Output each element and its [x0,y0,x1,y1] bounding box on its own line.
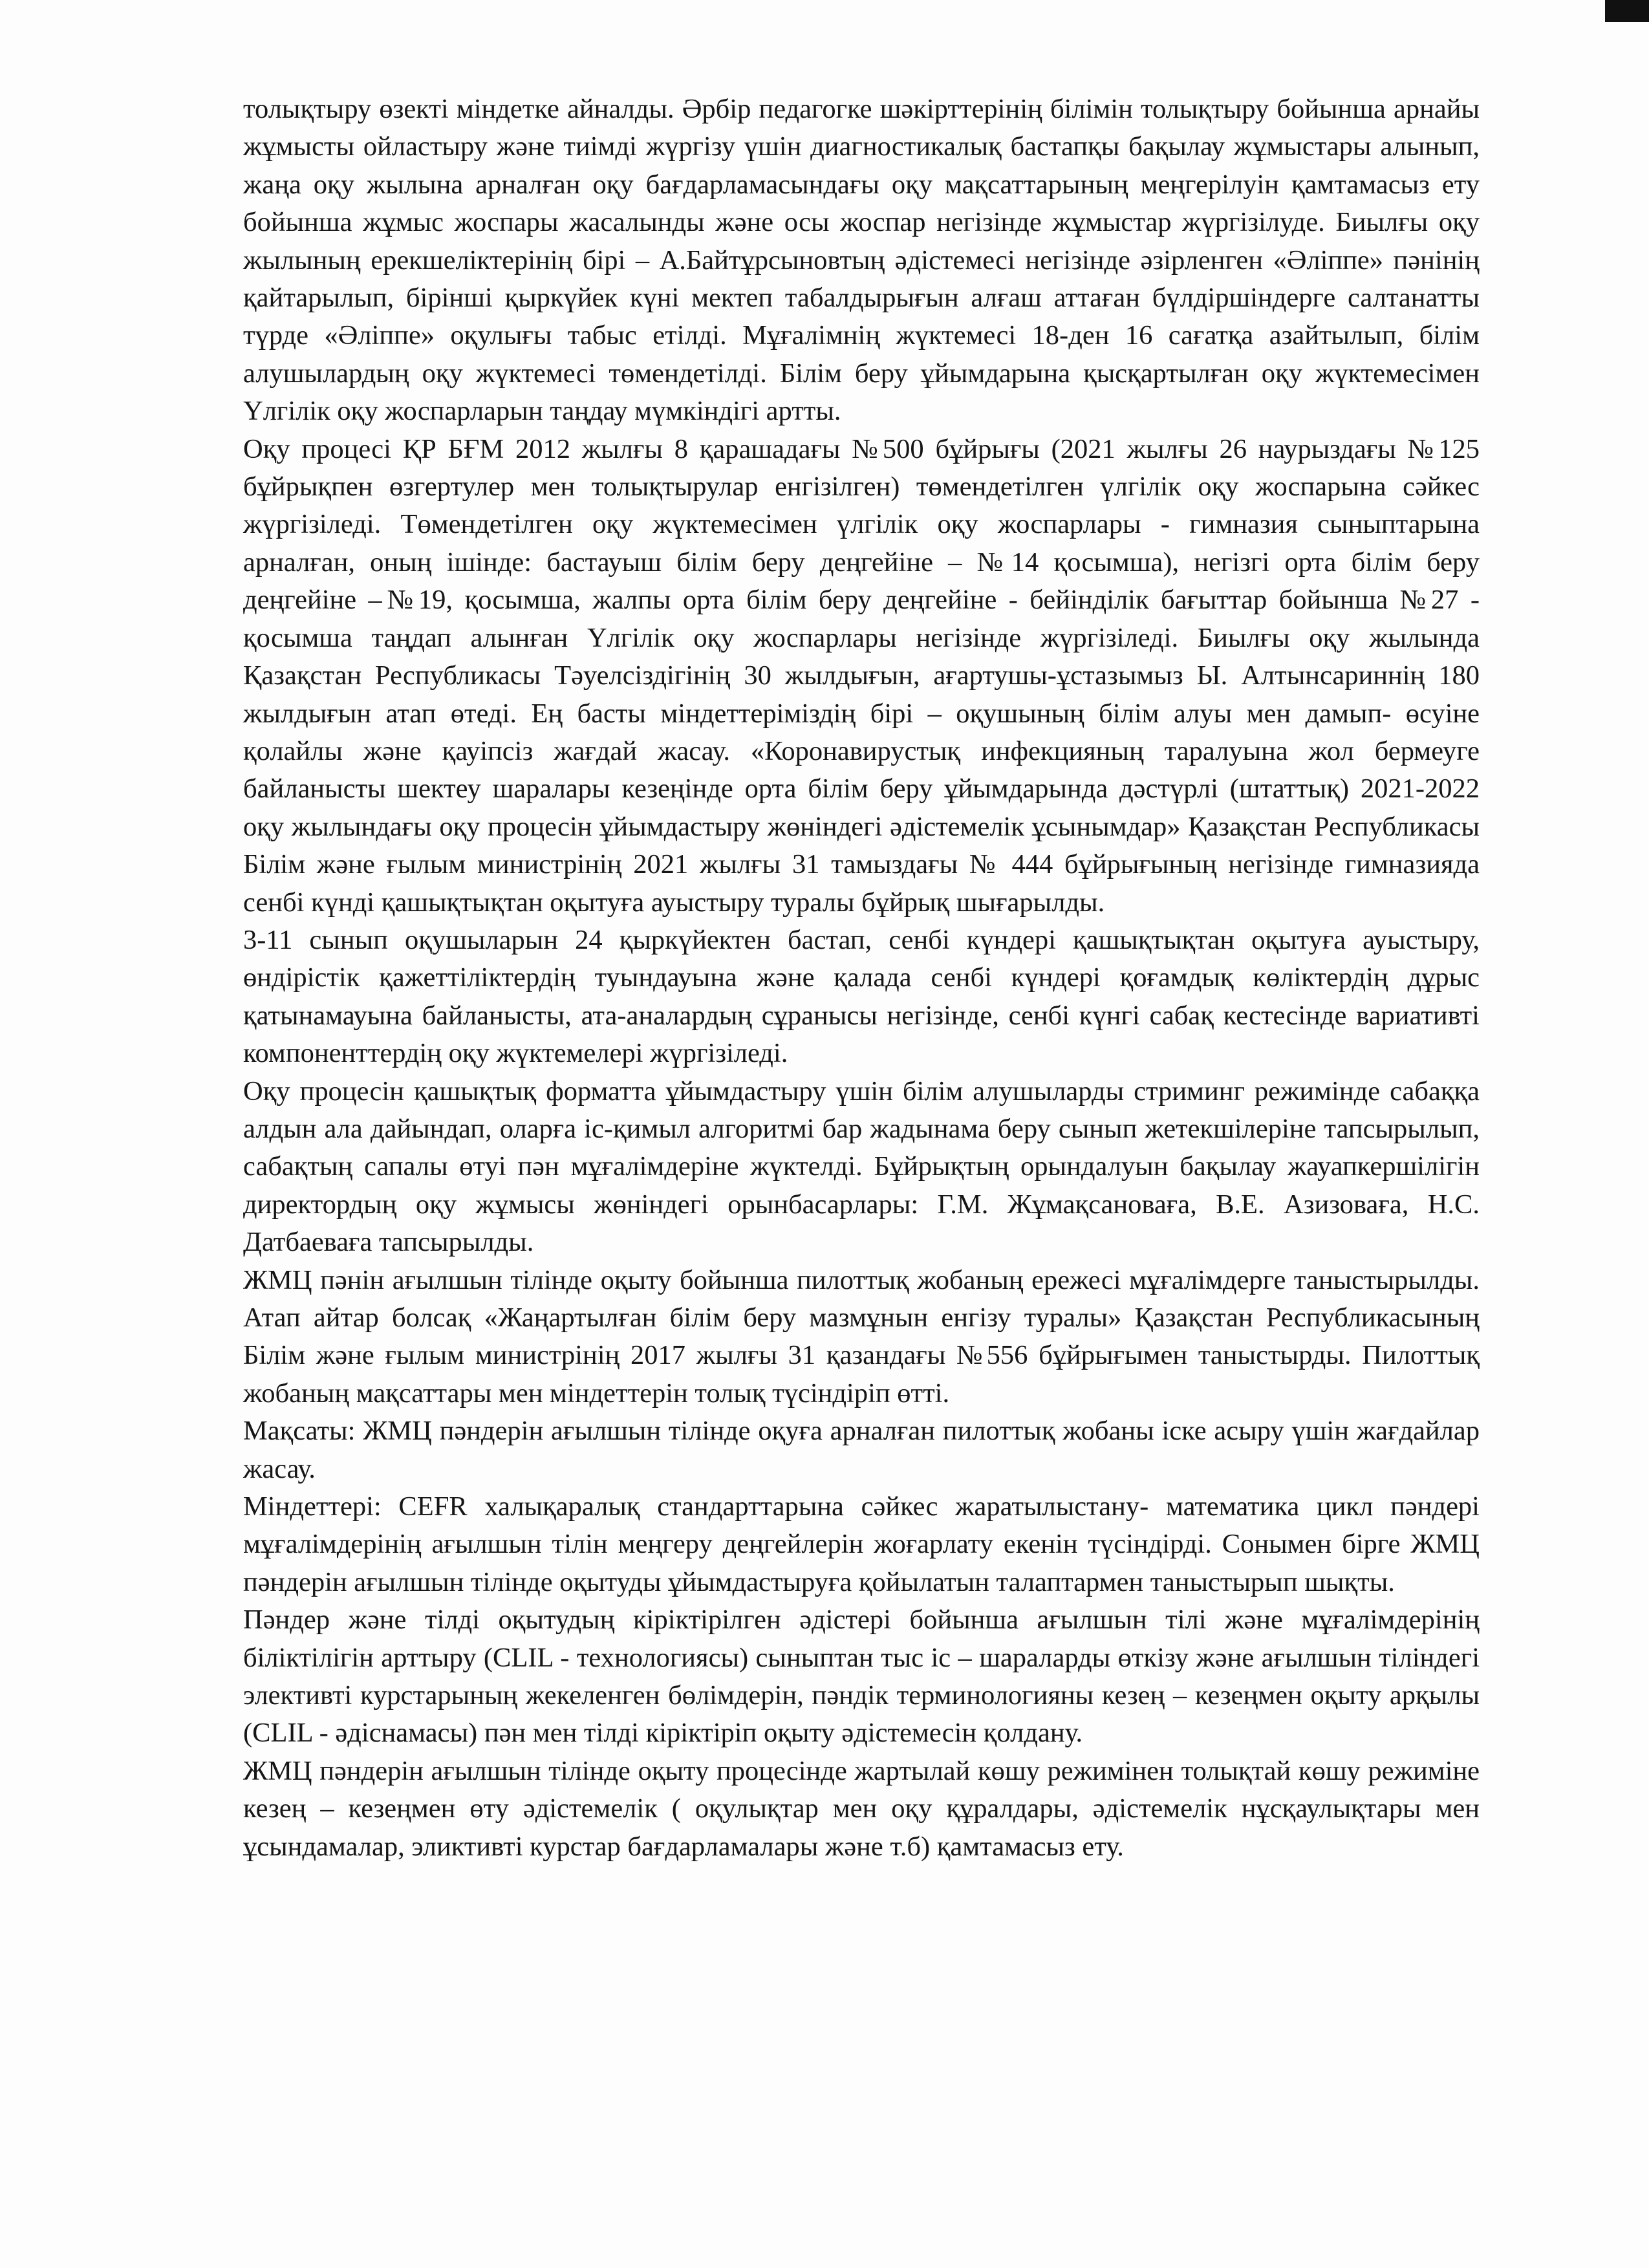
scan-corner-mark [1605,0,1649,22]
document-body [243,91,1480,1866]
paragraph-9: ЖМЦ пәндерін ағылшын тілінде оқыту процесінде жартылай көшу режимінен толықтай көшу режиміне кезең – кезеңмен өту әдістемелік ( оқулықтар мен оқу құралдары, әдістемелік нұсқаулықтары мен ұсындамалар, эликтивті курстар бағдарламалары және т.б) қамтамасыз ету. [243,1755,1480,1862]
paragraph-2: Оқу процесі ҚР БҒМ 2012 жылғы 8 қарашадағы №500 бұйрығы (2021 жылғы 26 наурыздағы №125 бұйрықпен өзгертулер мен толықтырулар енгізілген) төмендетілген үлгілік оқу жоспарына сәйкес жүргізіледі. Төмендетілген оқу жүктемесімен үлгілік оқу жоспарлары - гимназия сыныптарына арналған, оның ішінде: бастауыш білім беру деңгейіне – №14 қосымша), негізгі орта білім беру деңгейіне –№19, қосымша, жалпы орта білім беру деңгейіне - бейінділік бағыттар бойынша №27 - қосымша таңдап алынған Үлгілік оқу жоспарлары негізінде жүргізіледі. Биылғы оқу жылында Қазақстан Республикасы Тәуелсіздігінің 30 жылдығын, ағартушы-ұстазымыз Ы. Алтынсариннің 180 жылдығын атап өтеді. Ең басты міндеттеріміздің бірі – оқушының білім алуы мен дамып- өсуіне қолайлы және қауіпсіз жағдай жасау. «Коронавирустық инфекцияның таралуына жол бермеуге байланысты шектеу шаралары кезеңінде орта білім беру ұйымдарында дәстүрлі (штаттық) 2021-2022 оқу жылындағы оқу процесін ұйымдастыру жөніндегі әдістемелік ұсынымдар» Қазақстан Республикасы Білім және ғылым министрінің 2021 жылғы 31 тамыздағы № 444 бұйрығының негізінде гимназияда сенбі күнді қашықтықтан оқытуға ауыстыру туралы бұйрық шығарылды. [243,433,1480,918]
paragraph-4: Оқу процесін қашықтық форматта ұйымдастыру үшін білім алушыларды стриминг режимінде сабаққа алдын ала дайындап, оларға іс-қимыл алгоритмі бар жадынама беру сынып жетекшілеріне тапсырылып, сабақтың сапалы өтуі пән мұғалімдеріне жүктелді. Бұйрықтың орындалуын бақылау жауапкершілігін директордың оқу жұмысы жөніндегі орынбасарлары: Г.М. Жұмақсановаға, В.Е. Азизоваға, Н.С. Датбаеваға тапсырылды. [243,1075,1480,1258]
paragraph-1: толықтыру өзекті міндетке айналды. Әрбір педагогке шәкірттерінің білімін толықтыру бойынша арнайы жұмысты ойластыру және тиімді жүргізу үшін диагностикалық бастапқы бақылау жұмыстары алынып, жаңа оқу жылына арналған оқу бағдарламасындағы оқу мақсаттарының меңгерілуін қамтамасыз ету бойынша жұмыс жоспары жасалынды және осы жоспар негізінде жұмыстар жүргізілуде. Биылғы оқу жылының ерекшеліктерінің бірі – А.Байтұрсыновтың әдістемесі негізінде әзірленген «Әліппе» пәнінің қайтарылып, бірінші қыркүйек күні мектеп табалдырығын алғаш аттаған бүлдіршіндерге салтанатты түрде «Әліппе» оқулығы табыс етілді. Мұғалімнің жүктемесі 18-ден 16 сағатқа азайтылып, білім алушылардың оқу жүктемесі төмендетілді. Білім беру ұйымдарына қысқартылған оқу жүктемесімен Үлгілік оқу жоспарларын таңдау мүмкіндігі артты. [243,94,1480,427]
paragraph-8: Пәндер және тілді оқытудың кіріктірілген әдістері бойынша ағылшын тілі және мұғалімдерінің біліктілігін арттыру (CLIL - технологиясы) сыныптан тыс іс – шараларды өткізу және ағылшын тіліндегі элективті курстарының жекеленген бөлімдерін, пәндік терминологияны кезең – кезеңмен оқыту арқылы (CLIL - әдіснамасы) пән мен тілді кіріктіріп оқыту әдістемесін қолдану. [243,1604,1480,1749]
paragraph-6: Мақсаты: ЖМЦ пәндерін ағылшын тілінде оқуға арналған пилоттық жобаны іске асыру үшін жағдайлар жасау. [243,1416,1480,1484]
paragraph-5: ЖМЦ пәнін ағылшын тілінде оқыту бойынша пилоттық жобаның ережесі мұғалімдерге таныстырылды. Атап айтар болсақ «Жаңартылған білім беру мазмұнын енгізу туралы» Қазақстан Республикасының Білім және ғылым министрінің 2017 жылғы 31 қазандағы №556 бұйрығымен таныстырды. Пилоттық жобаның мақсаттары мен міндеттерін толық түсіндіріп өтті. [243,1264,1480,1409]
paragraph-7: Міндеттері: CEFR халықаралық стандарттарына сәйкес жаратылыстану- математика цикл пәндері мұғалімдерінің ағылшын тілін меңгеру деңгейлерін жоғарлату екенін түсіндірді. Сонымен бірге ЖМЦ пәндерін ағылшын тілінде оқытуды ұйымдастыруға қойылатын талаптармен таныстырып шықты. [243,1491,1480,1597]
paragraph-3: 3-11 сынып оқушыларын 24 қыркүйектен бастап, сенбі күндері қашықтықтан оқытуға ауыстыру, өндірістік қажеттіліктердің туындауына және қалада сенбі күндері қоғамдық көліктердің дұрыс қатынамауына байланысты, ата-аналардың сұранысы негізінде, сенбі күнгі сабақ кестесінде вариативті компоненттердің оқу жүктемелері жүргізіледі. [243,924,1480,1069]
